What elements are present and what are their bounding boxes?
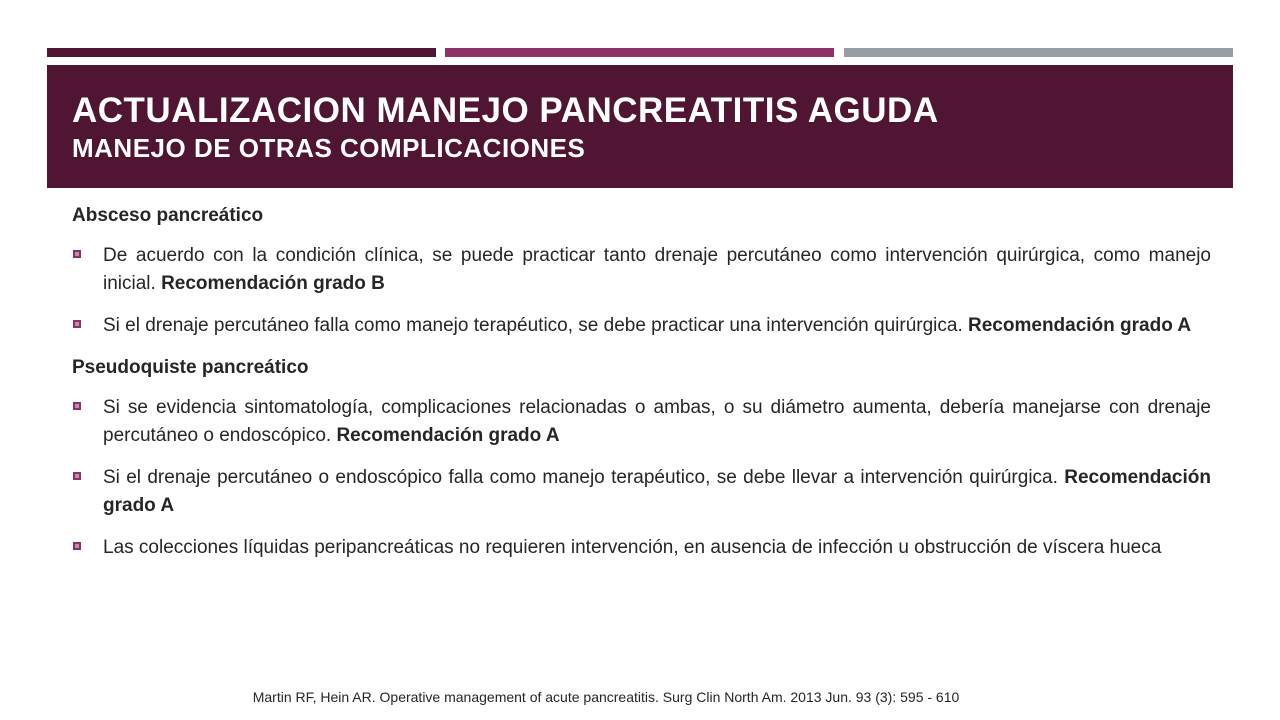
square-bullet-icon xyxy=(73,472,81,480)
bullet-item xyxy=(72,534,1211,562)
recommendation-grade: Recomendación grado A xyxy=(968,315,1192,336)
top-accent-bars xyxy=(47,48,1233,57)
bullet-text: De acuerdo con la condición clínica, se puede practicar tanto drenaje percutáneo como intervención quirúrgica, como manejo inicial. xyxy=(103,245,1211,294)
accent-bar-magenta xyxy=(445,48,834,57)
citation-footer: Martin RF, Hein AR. Operative management of acute pancreatitis. Surg Clin North Am. 2013 Jun. 93 (3): 595 - 610 xyxy=(252,689,960,705)
section-absceso xyxy=(72,202,1211,340)
bullet-item xyxy=(72,394,1211,450)
bullet-text: Si se evidencia sintomatología, complicaciones relacionadas o ambas, o su diámetro aumenta, debería manejarse con drenaje percutáneo o endoscópico. xyxy=(103,397,1211,446)
section-heading: Pseudoquiste pancreático xyxy=(72,357,309,378)
section-pseudoquiste xyxy=(72,354,1211,562)
square-bullet-icon xyxy=(73,320,81,328)
accent-bar-gray xyxy=(844,48,1233,57)
recommendation-grade: Recomendación grado A xyxy=(336,425,560,446)
title-banner xyxy=(47,65,1233,188)
square-bullet-icon xyxy=(73,542,81,550)
slide-subtitle: MANEJO DE OTRAS COMPLICACIONES xyxy=(72,133,586,163)
square-bullet-icon xyxy=(73,250,81,258)
bullet-item xyxy=(72,242,1211,298)
recommendation-grade: Recomendación grado A xyxy=(103,467,1211,516)
accent-bar-dark xyxy=(47,48,436,57)
slide-title: ACTUALIZACION MANEJO PANCREATITIS AGUDA xyxy=(72,91,939,130)
bullet-text: Si el drenaje percutáneo falla como manejo terapéutico, se debe practicar una intervención quirúrgica. xyxy=(103,315,969,336)
bullet-item xyxy=(72,312,1211,340)
section-heading: Absceso pancreático xyxy=(72,205,264,226)
bullet-text: Las colecciones líquidas peripancreáticas no requieren intervención, en ausencia de infección u obstrucción de víscera hueca xyxy=(103,537,1162,558)
square-bullet-icon xyxy=(73,402,81,410)
slide-body xyxy=(72,202,1211,576)
recommendation-grade: Recomendación grado B xyxy=(161,273,385,294)
bullet-item xyxy=(72,464,1211,520)
bullet-text: Si el drenaje percutáneo o endoscópico falla como manejo terapéutico, se debe llevar a intervención quirúrgica. xyxy=(103,467,1065,488)
